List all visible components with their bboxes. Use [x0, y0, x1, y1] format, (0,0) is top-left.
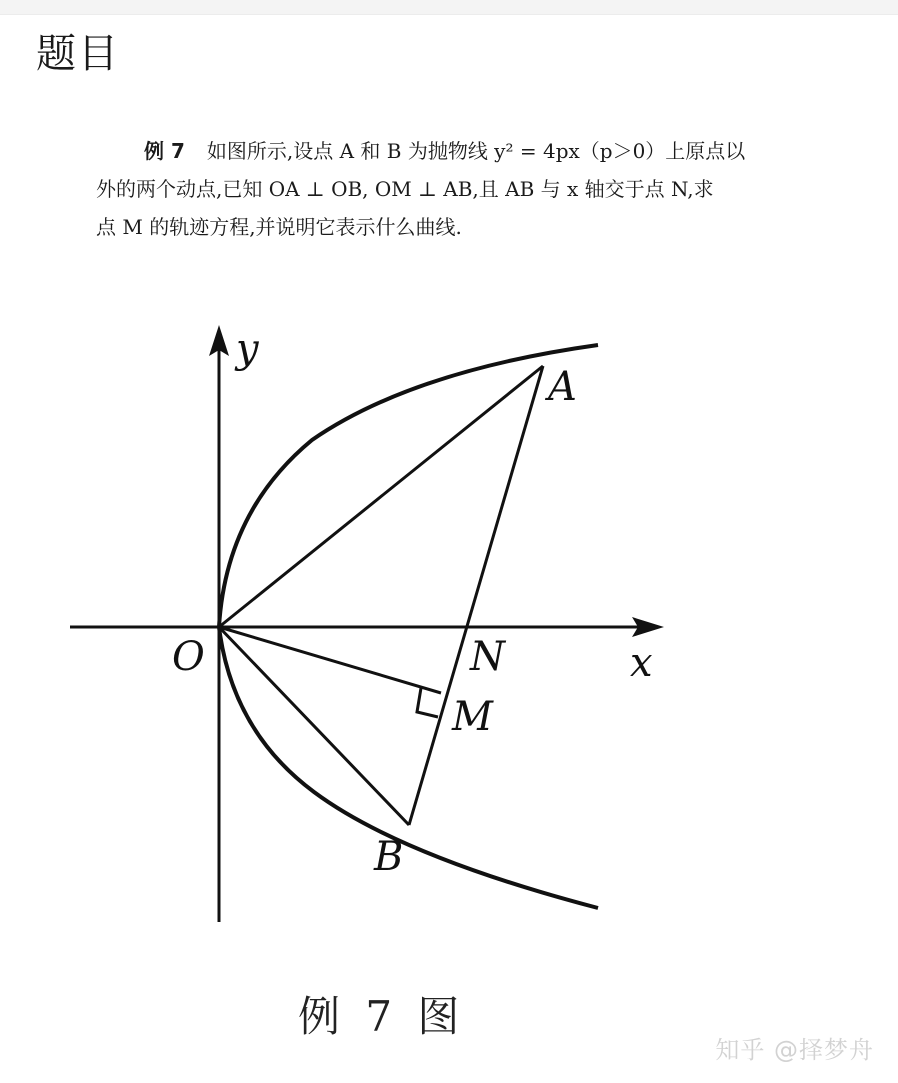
- problem-line-2: 外的两个动点,已知 OA ⊥ OB, OM ⊥ AB,且 AB 与 x 轴交于点 N,求: [96, 177, 714, 201]
- figure-caption: 例 7 图: [298, 992, 466, 1041]
- segment-oa: [219, 366, 543, 627]
- page-title: 题目: [36, 31, 120, 77]
- x-axis-label: x: [630, 640, 653, 686]
- point-m-label: M: [452, 694, 493, 740]
- segment-ab: [409, 366, 543, 825]
- parabola-upper-branch: [219, 345, 598, 627]
- problem-line-1-text: 如图所示,设点 A 和 B 为抛物线 y² = 4px（p＞0）上原点以: [206, 139, 746, 163]
- parabola-lower-branch: [219, 627, 598, 908]
- watermark: 知乎 @择梦舟: [715, 1036, 874, 1064]
- origin-label: O: [172, 634, 205, 680]
- y-axis-label: y: [236, 326, 259, 372]
- point-n-label: N: [470, 634, 505, 680]
- problem-line-3: 点 M 的轨迹方程,并说明它表示什么曲线.: [96, 215, 462, 239]
- problem-label: 例 7: [144, 139, 185, 163]
- point-a-label: A: [548, 364, 577, 410]
- point-b-label: B: [374, 834, 404, 880]
